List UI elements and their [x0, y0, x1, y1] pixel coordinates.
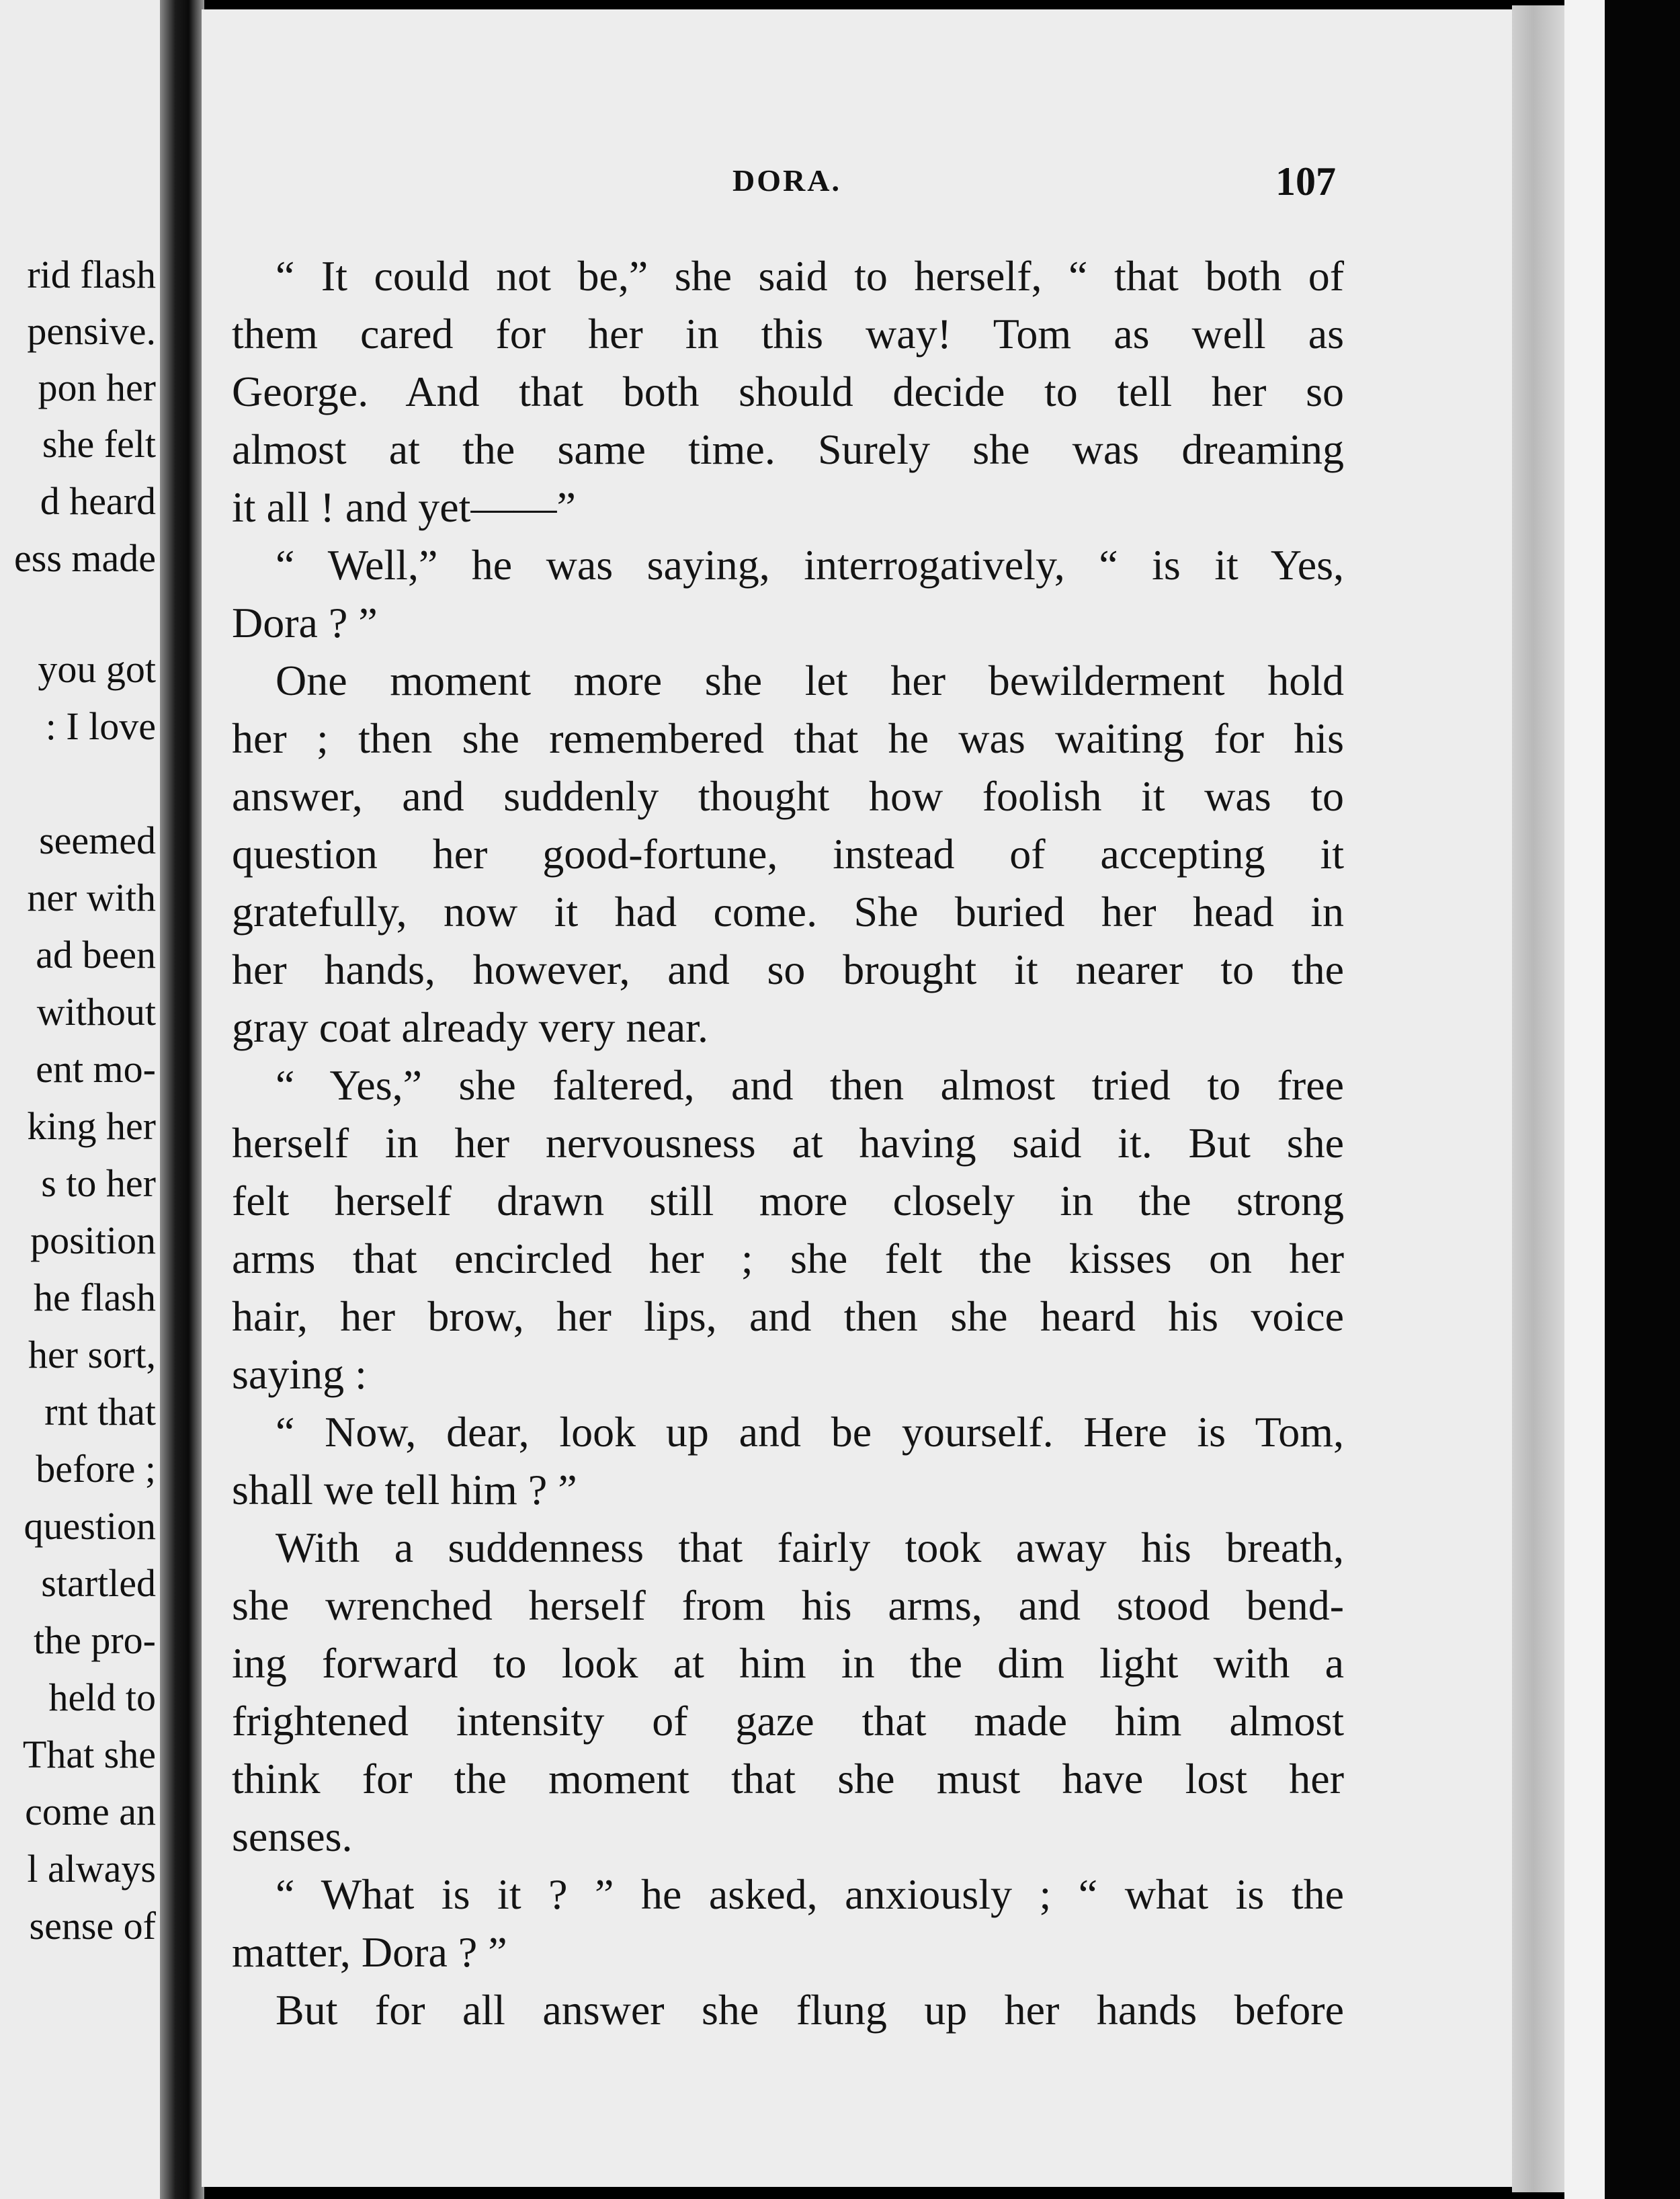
book-gutter	[160, 0, 204, 2199]
left-page-line: you got	[38, 647, 156, 691]
left-page-line: before ;	[36, 1447, 156, 1491]
text-line: “ Well,” he was saying, interrogatively, “ is it Yes,	[276, 541, 1344, 589]
left-page-fragment	[0, 0, 160, 2199]
left-page-line: he flash	[34, 1276, 156, 1319]
left-page-line: ent mo-	[36, 1047, 156, 1091]
left-page-line: her sort,	[28, 1333, 156, 1376]
page-edge-light	[1564, 0, 1605, 2199]
text-line: hair, her brow, her lips, and then she heard his voice	[232, 1292, 1344, 1340]
text-line: her ; then she remembered that he was waiting for his	[232, 714, 1344, 762]
left-page-line: pensive.	[27, 309, 156, 353]
text-line: herself in her nervousness at having said it. But she	[232, 1119, 1344, 1167]
text-line: senses.	[232, 1813, 353, 1860]
body-text	[232, 247, 1344, 2039]
text-line: them cared for her in this way! Tom as well as	[232, 310, 1344, 358]
left-page-line: rnt that	[44, 1390, 156, 1434]
left-page-line: ess made	[14, 536, 156, 580]
text-line: George. And that both should decide to tell her so	[232, 368, 1344, 415]
text-line: gray coat already very near.	[232, 1003, 708, 1051]
left-page-line: position	[30, 1218, 156, 1262]
text-line: arms that encircled her ; she felt the kisses on her	[232, 1235, 1344, 1282]
left-page-line: s to her	[41, 1161, 156, 1205]
left-page-line: startled	[41, 1561, 156, 1605]
left-page-line: : I love	[45, 704, 156, 748]
text-line: “ Yes,” she faltered, and then almost tried to free	[276, 1061, 1344, 1109]
left-page-line: seemed	[39, 819, 156, 862]
text-line: felt herself drawn still more closely in the strong	[232, 1177, 1344, 1225]
text-line: her hands, however, and so brought it nearer to the	[232, 946, 1344, 993]
left-page-line: ad been	[36, 933, 156, 977]
left-page-line: she felt	[42, 422, 156, 466]
left-page-line: rid flash	[27, 253, 156, 296]
text-line: shall we tell him ? ”	[232, 1466, 577, 1513]
left-page-line: without	[36, 990, 156, 1034]
text-line: “ It could not be,” she said to herself, “ that both of	[276, 252, 1344, 300]
page-edge	[1512, 5, 1564, 2192]
text-line: One moment more she let her bewilderment hold	[276, 657, 1344, 704]
text-line: “ What is it ? ” he asked, anxiously ; “ what is the	[276, 1870, 1344, 1918]
left-page-line: come an	[25, 1790, 156, 1833]
text-line: matter, Dora ? ”	[232, 1928, 507, 1976]
page-number: 107	[1275, 159, 1336, 204]
text-line: think for the moment that she must have lost her	[232, 1755, 1344, 1802]
left-page-line: ner with	[27, 876, 156, 919]
text-line: almost at the same time. Surely she was dreaming	[232, 425, 1344, 473]
text-line: answer, and suddenly thought how foolish it was to	[232, 772, 1344, 820]
text-line: it all ! and yet——”	[232, 483, 576, 531]
left-page-line: question	[24, 1504, 156, 1548]
text-line: ing forward to look at him in the dim light with a	[232, 1639, 1344, 1687]
left-page-line: That she	[22, 1733, 156, 1776]
running-head: DORA.	[732, 163, 841, 198]
scan-border	[1605, 0, 1680, 2199]
left-page-line: the pro-	[34, 1618, 156, 1662]
left-page-line: pon her	[38, 366, 156, 409]
text-line: gratefully, now it had come. She buried her head in	[232, 888, 1344, 936]
text-line: “ Now, dear, look up and be yourself. Here is Tom,	[276, 1408, 1344, 1456]
left-page-line: sense of	[29, 1904, 156, 1948]
text-line: saying :	[232, 1350, 367, 1398]
left-page-text	[0, 0, 160, 2199]
text-line: she wrenched herself from his arms, and stood bend-	[232, 1581, 1344, 1629]
left-page-line: d heard	[40, 479, 156, 523]
text-line: frightened intensity of gaze that made him almost	[232, 1697, 1344, 1745]
left-page-line: held to	[48, 1675, 156, 1719]
text-line: But for all answer she flung up her hands before	[276, 1986, 1344, 2034]
left-page-line: l always	[27, 1847, 156, 1891]
text-line: question her good-fortune, instead of accepting it	[232, 830, 1344, 878]
text-line: With a suddenness that fairly took away his breath,	[276, 1524, 1344, 1571]
left-page-line: king her	[27, 1104, 156, 1148]
text-line: Dora ? ”	[232, 599, 378, 647]
